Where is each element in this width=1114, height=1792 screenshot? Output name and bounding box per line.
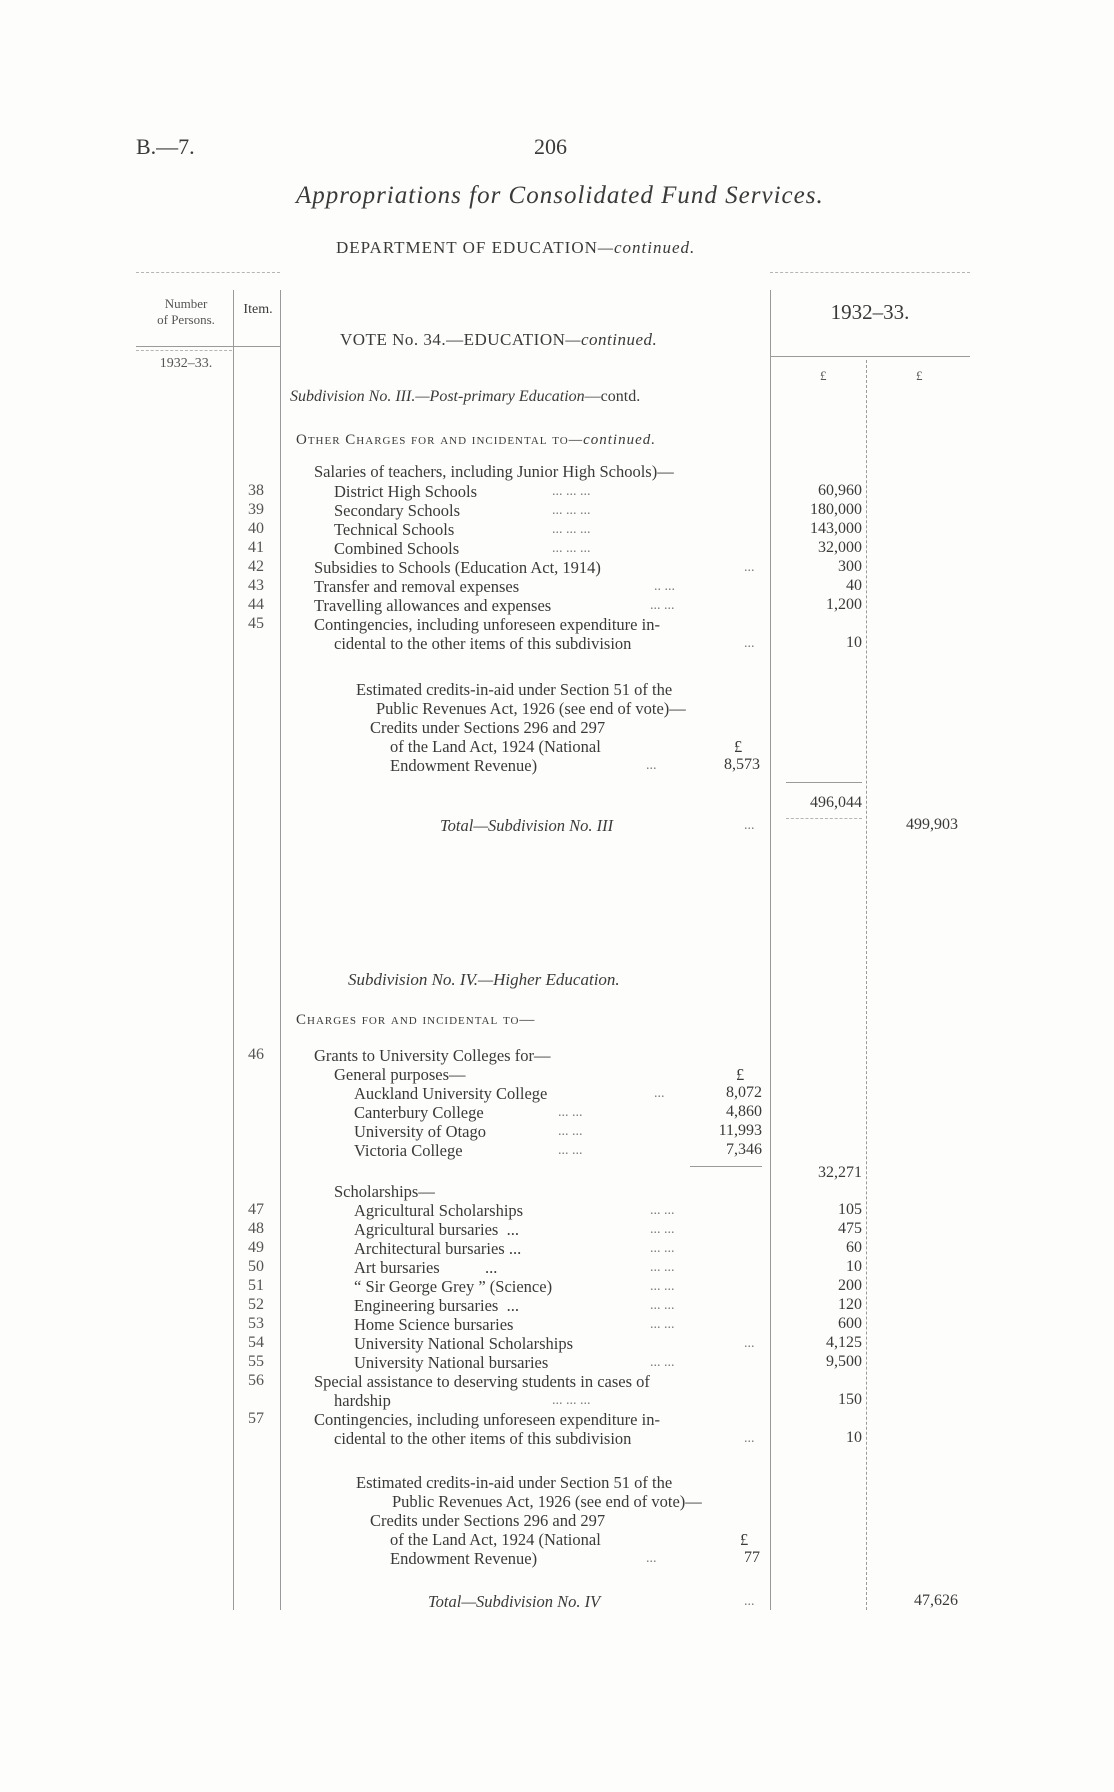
column-divider-amounts xyxy=(866,360,867,1610)
item-number: 53 xyxy=(248,1315,264,1332)
college-label: Canterbury College xyxy=(354,1103,484,1122)
leader-dots: ... ... xyxy=(650,1241,675,1256)
item-amount: 10 xyxy=(846,1258,862,1275)
leader-dots: ... xyxy=(744,1431,755,1446)
item-amount: 40 xyxy=(846,577,862,594)
leader-dots: ... ... xyxy=(650,1222,675,1237)
header-rule-left xyxy=(136,346,280,347)
item-amount: 475 xyxy=(838,1220,862,1237)
leader-dots: ... ... xyxy=(650,1298,675,1313)
item-amount: 1,200 xyxy=(826,596,862,613)
scholarships-heading: Scholarships— xyxy=(334,1182,435,1201)
item-amount: 300 xyxy=(838,558,862,575)
sub4-charges-heading: Charges for and incidental to— xyxy=(296,1012,536,1028)
sub4-credits-amount: 77 xyxy=(744,1549,760,1566)
sub3-credits-line-2: Public Revenues Act, 1926 (see end of vote)— xyxy=(376,699,686,718)
item-number: 42 xyxy=(248,558,264,575)
leader-dots: ... ... ... xyxy=(552,522,591,537)
sub4-credits-line-1: Estimated credits-in-aid under Section 51 of the xyxy=(356,1473,673,1492)
item-amount: 4,125 xyxy=(826,1334,862,1351)
sub3-credits-line-4: of the Land Act, 1924 (National xyxy=(390,737,601,756)
college-amount: 8,072 xyxy=(726,1084,762,1101)
persons-year: 1932–33. xyxy=(159,356,213,371)
leader-dots: ... ... xyxy=(650,1279,675,1294)
item-number: 39 xyxy=(248,501,264,518)
leader-dots: ... xyxy=(646,1551,657,1566)
leader-dots: ... ... xyxy=(650,598,675,613)
leader-dots: ... xyxy=(654,1086,665,1101)
item-45-amount: 10 xyxy=(846,634,862,651)
item-amount: 143,000 xyxy=(810,520,862,537)
sub3-charges-heading xyxy=(296,432,656,449)
item-label: Agricultural bursaries ... xyxy=(354,1220,519,1239)
sub3-credits-line-5: Endowment Revenue) xyxy=(390,756,538,775)
item-label: Engineering bursaries ... xyxy=(354,1296,519,1315)
item-number: 54 xyxy=(248,1334,264,1351)
leader-dots: ... xyxy=(744,1594,755,1609)
item-label: Subsidies to Schools (Education Act, 1914) xyxy=(314,558,601,577)
college-amount: 11,993 xyxy=(718,1122,762,1139)
college-label: Auckland University College xyxy=(354,1084,548,1103)
colleges-total-rule xyxy=(690,1166,762,1167)
sub3-total: 499,903 xyxy=(906,816,958,833)
item-label: District High Schools xyxy=(334,482,477,501)
sub4-credits-line-3: Credits under Sections 296 and 297 xyxy=(370,1511,606,1530)
item-amount: 200 xyxy=(838,1277,862,1294)
item-56-amount: 150 xyxy=(838,1391,862,1408)
department-suffix: —continued. xyxy=(597,238,696,257)
colleges-total: 32,271 xyxy=(818,1164,862,1181)
sub3-subtotal-rule xyxy=(786,782,862,783)
sub4-credits-pound: £ xyxy=(740,1530,749,1549)
column-divider-item xyxy=(280,290,281,1610)
item-number: 56 xyxy=(248,1372,264,1389)
item-label: Combined Schools xyxy=(334,539,460,558)
sub3-subtotal-underline xyxy=(786,818,862,819)
college-amount: 7,346 xyxy=(726,1141,762,1158)
sub4-total: 47,626 xyxy=(914,1592,958,1609)
item-number: 46 xyxy=(248,1046,264,1063)
college-amount: 4,860 xyxy=(726,1103,762,1120)
leader-dots: .. ... xyxy=(654,579,675,594)
item-label: University National Scholarships xyxy=(354,1334,574,1353)
item-number: 43 xyxy=(248,577,264,594)
item-57-label: Contingencies, including unforeseen expenditure in- xyxy=(314,1410,660,1429)
item-number: 57 xyxy=(248,1410,264,1427)
item-label: University National bursaries xyxy=(354,1353,549,1372)
item-45-continuation: cidental to the other items of this subdivision xyxy=(334,634,632,653)
college-label: Victoria College xyxy=(354,1141,463,1160)
sub4-credits-line-5: Endowment Revenue) xyxy=(390,1549,538,1568)
leader-dots: ... ... ... xyxy=(552,541,591,556)
item-number: 48 xyxy=(248,1220,264,1237)
leader-dots: ... ... xyxy=(558,1105,583,1120)
number-of-persons-header xyxy=(146,296,226,328)
vote-suffix: —continued. xyxy=(565,330,658,349)
item-number: 51 xyxy=(248,1277,264,1294)
header-top-rule-left xyxy=(136,272,280,273)
sub3-charges-text: Other Charges for and incidental to xyxy=(296,432,569,448)
item-label: Home Science bursaries xyxy=(354,1315,514,1334)
item-amount: 120 xyxy=(838,1296,862,1313)
page-number: 206 xyxy=(534,134,567,159)
item-label: Secondary Schools xyxy=(334,501,461,520)
leader-dots: ... ... xyxy=(558,1143,583,1158)
leader-dots: ... xyxy=(744,818,755,833)
sub3-total-label: Total—Subdivision No. III xyxy=(440,816,614,835)
item-label: Agricultural Scholarships xyxy=(354,1201,524,1220)
grants-pound: £ xyxy=(736,1065,745,1084)
item-label: Technical Schools xyxy=(334,520,455,539)
item-header: Item. xyxy=(243,302,273,317)
item-57-amount: 10 xyxy=(846,1429,862,1446)
item-number: 52 xyxy=(248,1296,264,1313)
leader-dots: ... xyxy=(744,560,755,575)
item-number: 50 xyxy=(248,1258,264,1275)
department-heading xyxy=(336,238,695,258)
leader-dots: ... xyxy=(646,758,657,773)
item-number: 55 xyxy=(248,1353,264,1370)
item-number: 44 xyxy=(248,596,264,613)
item-label: Transfer and removal expenses xyxy=(314,577,520,596)
item-number: 45 xyxy=(248,615,264,632)
item-number: 41 xyxy=(248,539,264,556)
college-label: University of Otago xyxy=(354,1122,486,1141)
item-amount: 105 xyxy=(838,1201,862,1218)
subdivision-4-heading: Subdivision No. IV.—Higher Education. xyxy=(348,970,620,989)
item-amount: 60 xyxy=(846,1239,862,1256)
vote-title: VOTE No. 34.—EDUCATION xyxy=(340,330,566,349)
column-divider-persons xyxy=(233,290,234,1610)
item-label: Travelling allowances and expenses xyxy=(314,596,552,615)
sub3-heading-main: Subdivision No. III.—Post-primary Education xyxy=(290,388,585,405)
item-amount: 9,500 xyxy=(826,1353,862,1370)
leader-dots: ... ... xyxy=(650,1355,675,1370)
sub3-heading-contd: —contd. xyxy=(584,388,641,405)
sub4-credits-line-2: Public Revenues Act, 1926 (see end of vote)— xyxy=(392,1492,702,1511)
item-label: Art bursaries ... xyxy=(354,1258,498,1277)
item-number: 40 xyxy=(248,520,264,537)
leader-dots: ... ... ... xyxy=(552,503,591,518)
leader-dots: ... ... ... xyxy=(552,1393,591,1408)
of-persons-label: of Persons. xyxy=(157,312,215,327)
pound-symbol-1: £ xyxy=(820,368,827,383)
general-purposes-heading: General purposes— xyxy=(334,1065,466,1084)
leader-dots: ... ... xyxy=(558,1124,583,1139)
header-rule-right xyxy=(770,356,970,357)
item-amount: 32,000 xyxy=(818,539,862,556)
item-amount: 60,960 xyxy=(818,482,862,499)
grants-heading: Grants to University Colleges for— xyxy=(314,1046,551,1065)
page-title: Appropriations for Consolidated Fund Services. xyxy=(296,182,824,209)
leader-dots: ... xyxy=(744,636,755,651)
sub4-credits-line-4: of the Land Act, 1924 (National xyxy=(390,1530,601,1549)
pound-symbol-2: £ xyxy=(916,368,923,383)
item-56-label: Special assistance to deserving students in cases of xyxy=(314,1372,650,1391)
leader-dots: ... xyxy=(744,1336,755,1351)
item-amount: 180,000 xyxy=(810,501,862,518)
item-number: 38 xyxy=(248,482,264,499)
item-number: 49 xyxy=(248,1239,264,1256)
leader-dots: ... ... ... xyxy=(552,484,591,499)
year-header: 1932–33. xyxy=(830,300,910,324)
leader-dots: ... ... xyxy=(650,1260,675,1275)
item-56-continuation: hardship xyxy=(334,1391,391,1410)
sub3-credits-pound: £ xyxy=(734,737,743,756)
item-amount: 600 xyxy=(838,1315,862,1332)
number-label: Number xyxy=(164,296,208,311)
sub3-credits-line-3: Credits under Sections 296 and 297 xyxy=(370,718,606,737)
sub3-credits-line-1: Estimated credits-in-aid under Section 51 of the xyxy=(356,680,673,699)
item-57-continuation: cidental to the other items of this subdivision xyxy=(334,1429,632,1448)
item-number: 47 xyxy=(248,1201,264,1218)
item-label: Contingencies, including unforeseen expenditure in- xyxy=(314,615,660,634)
vote-heading xyxy=(340,330,657,350)
sub3-credits-amount: 8,573 xyxy=(724,756,760,773)
item-label: “ Sir George Grey ” (Science) xyxy=(354,1277,553,1296)
leader-dots: ... ... xyxy=(650,1203,675,1218)
document-code: B.—7. xyxy=(136,134,195,159)
sub3-charges-suffix: —continued. xyxy=(568,432,656,448)
department-name: DEPARTMENT OF EDUCATION xyxy=(336,238,598,257)
sub3-salaries-heading: Salaries of teachers, including Junior High Schools)— xyxy=(314,462,674,481)
sub4-total-label: Total—Subdivision No. IV xyxy=(428,1592,601,1611)
item-label: Architectural bursaries ... xyxy=(354,1239,522,1258)
persons-rule xyxy=(136,350,232,351)
leader-dots: ... ... xyxy=(650,1317,675,1332)
header-top-rule-right xyxy=(770,272,970,273)
sub3-subtotal: 496,044 xyxy=(810,794,862,811)
subdivision-3-heading xyxy=(290,388,640,406)
